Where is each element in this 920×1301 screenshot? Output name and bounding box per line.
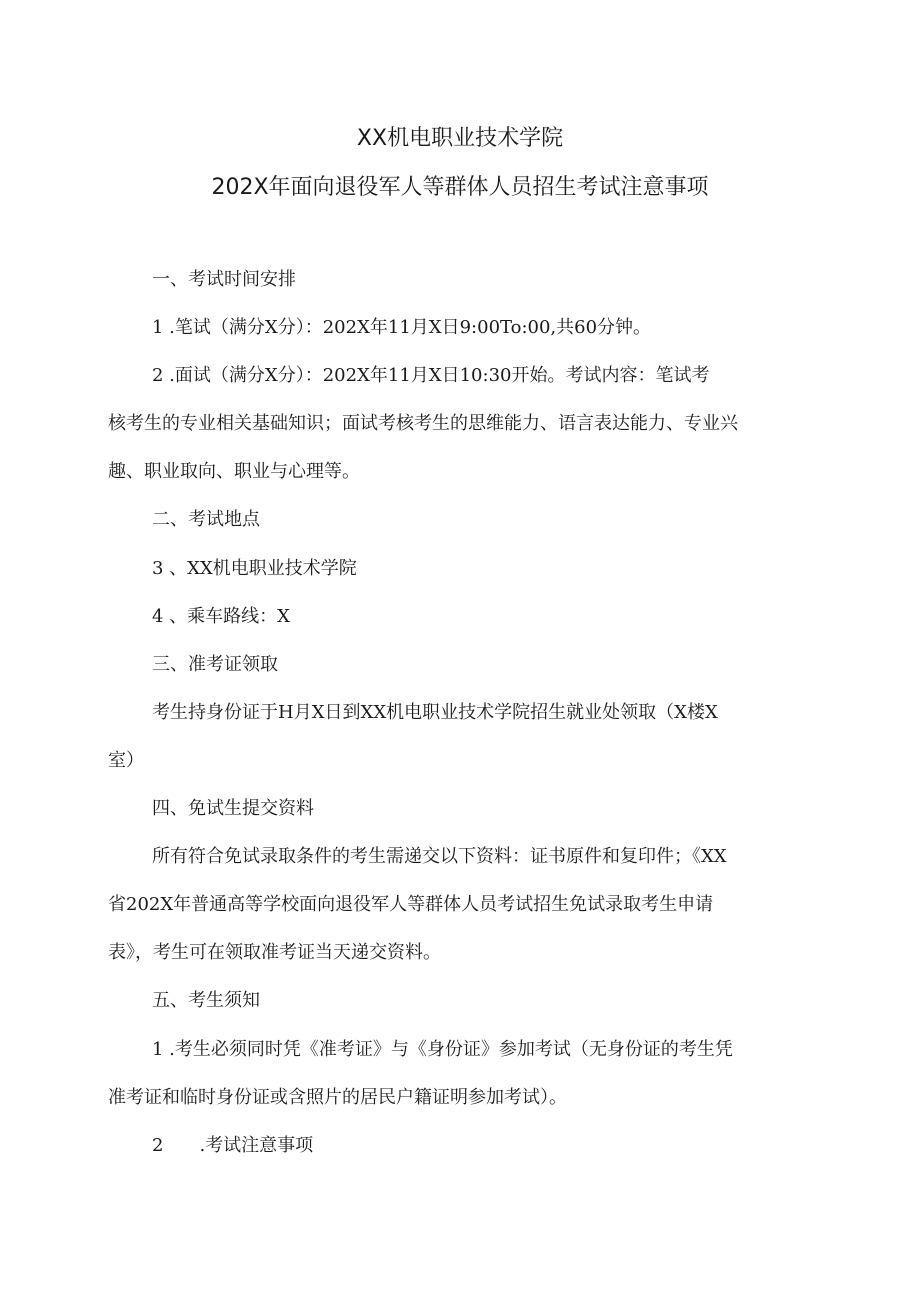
exempt-materials-text-line2: 省202X年普通高等学校面向退役军人等群体人员考试招生免试录取考生申请	[108, 894, 714, 915]
document-title-subject: 202X年面向退役军人等群体人员招生考试注意事项	[211, 175, 709, 200]
interview-item-line2: 核考生的专业相关基础知识；面试考核考生的思维能力、语言表达能力、专业兴	[108, 413, 738, 434]
notice-item1-line1: 1 .考生必须同时凭《准考证》与《身份证》参加考试（无身份证的考生凭	[152, 1039, 733, 1060]
section-heading-exam-schedule: 一、考试时间安排	[152, 269, 296, 290]
written-exam-item: 1 .笔试（满分X分）：202X年11月X日9:00To:00,共60分钟。	[152, 317, 652, 338]
admission-ticket-text-line2: 室）	[108, 750, 144, 771]
exempt-materials-text-line3: 表》，考生可在领取准考证当天递交资料。	[108, 942, 441, 963]
section-heading-admission-ticket: 三、准考证领取	[152, 654, 278, 675]
interview-item-line3: 趣、职业取向、职业与心理等。	[108, 461, 360, 482]
section-heading-exam-location: 二、考试地点	[152, 509, 260, 530]
bus-route-item: 4 、乘车路线：X	[152, 606, 290, 627]
notice-item2: 2 .考试注意事项	[152, 1135, 314, 1156]
admission-ticket-text-line1: 考生持身份证于H月X日到XX机电职业技术学院招生就业处领取（X楼X	[152, 702, 718, 723]
location-item: 3 、XX机电职业技术学院	[152, 558, 357, 579]
section-heading-exempt-materials: 四、免试生提交资料	[152, 798, 314, 819]
section-heading-candidate-notice: 五、考生须知	[152, 990, 260, 1011]
document-title-school: XX机电职业技术学院	[356, 126, 564, 151]
notice-item1-line2: 准考证和临时身份证或含照片的居民户籍证明参加考试）。	[108, 1087, 567, 1108]
interview-item-line1: 2 .面试（满分X分）：202X年11月X日10:30开始。考试内容：笔试考	[152, 365, 710, 386]
exempt-materials-text-line1: 所有符合免试录取条件的考生需递交以下资料：证书原件和复印件；《XX	[152, 846, 727, 867]
